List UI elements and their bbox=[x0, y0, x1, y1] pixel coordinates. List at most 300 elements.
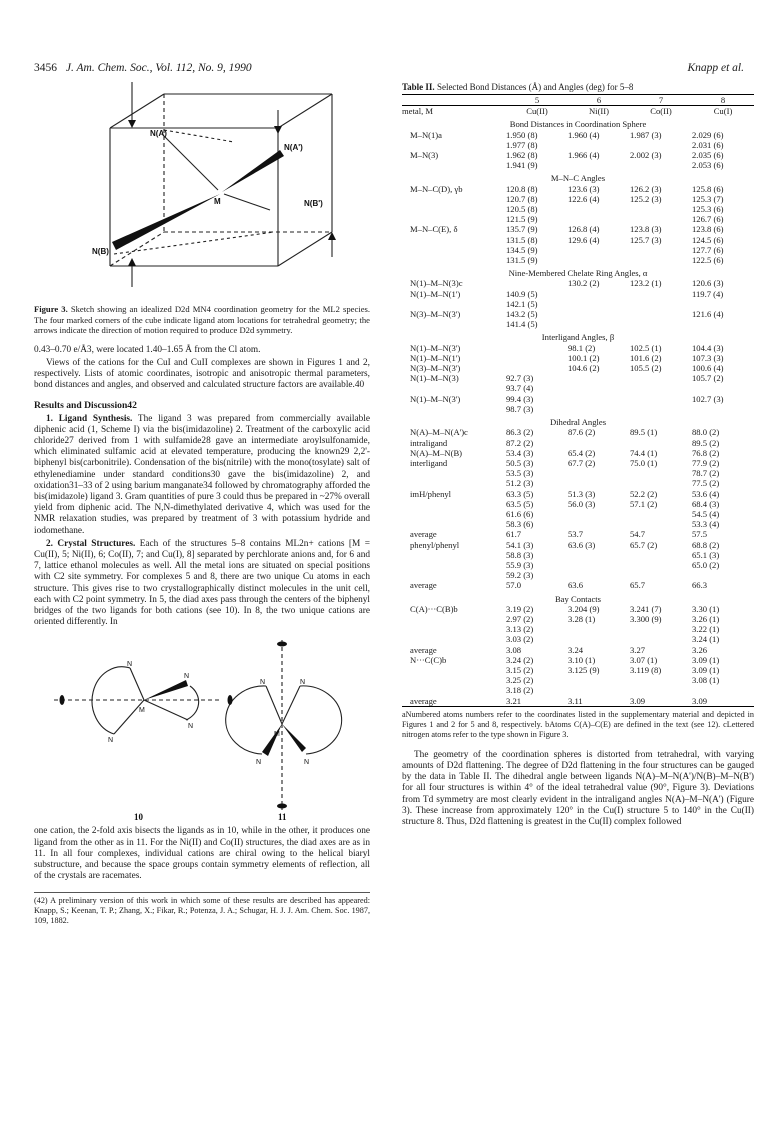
row-label: C(A)···C(B)b bbox=[410, 603, 458, 614]
value-cell: 3.11 bbox=[568, 695, 583, 706]
bond-10 bbox=[114, 700, 144, 734]
table-header-row bbox=[402, 95, 754, 106]
value-cell: 3.13 (2) bbox=[506, 624, 534, 635]
value-cell bbox=[568, 675, 630, 685]
table-row bbox=[402, 204, 754, 214]
value-cell bbox=[630, 245, 692, 255]
value-cell: 119.7 (4) bbox=[692, 288, 724, 299]
ligand-arc-11 bbox=[300, 686, 342, 754]
table-header-blank bbox=[402, 95, 506, 106]
table-row bbox=[402, 363, 754, 373]
value-cell: 131.5 (9) bbox=[506, 255, 538, 266]
value-cell: 52.2 (2) bbox=[630, 488, 658, 499]
table-row bbox=[402, 519, 754, 529]
value-cell: 3.241 (7) bbox=[630, 603, 662, 614]
structure-number-11: 11 bbox=[278, 812, 287, 823]
row-label bbox=[402, 478, 506, 488]
section-title: Dihedral Angles bbox=[549, 417, 607, 428]
value-cell: 57.5 bbox=[692, 529, 708, 540]
value-cell: 1.987 (3) bbox=[630, 129, 662, 140]
value-cell bbox=[630, 509, 692, 519]
value-cell: 1.977 (8) bbox=[506, 139, 538, 150]
table-row bbox=[402, 489, 754, 499]
metal-cell: Cu(II) bbox=[526, 106, 548, 117]
row-label bbox=[402, 194, 506, 204]
value-cell: 3.22 (1) bbox=[692, 624, 720, 635]
value-cell: 1.950 (8) bbox=[506, 129, 538, 140]
page-number: 3456 bbox=[34, 62, 57, 74]
value-cell bbox=[630, 214, 692, 224]
value-cell bbox=[630, 438, 692, 448]
row-label bbox=[402, 214, 506, 224]
value-cell: 51.2 (3) bbox=[506, 478, 534, 489]
value-cell bbox=[630, 560, 692, 570]
value-cell: 3.21 bbox=[506, 695, 522, 706]
axis-marker bbox=[60, 695, 65, 705]
table-row bbox=[402, 140, 754, 150]
value-cell: 54.7 bbox=[630, 529, 646, 540]
value-cell bbox=[568, 634, 630, 644]
value-cell bbox=[630, 299, 692, 309]
table-row bbox=[402, 245, 754, 255]
value-cell bbox=[568, 140, 630, 150]
row-label bbox=[402, 550, 506, 560]
value-cell bbox=[568, 204, 630, 214]
value-cell: 105.7 (2) bbox=[692, 373, 724, 384]
value-cell: 123.6 (3) bbox=[568, 183, 600, 194]
row-label bbox=[402, 319, 506, 329]
value-cell bbox=[630, 383, 692, 393]
structures-10-11 bbox=[34, 634, 370, 824]
value-cell: 59.2 (3) bbox=[506, 570, 534, 581]
row-label: M–N(3) bbox=[410, 150, 439, 161]
atom-n: N bbox=[188, 723, 194, 731]
value-cell: 3.28 (1) bbox=[568, 613, 596, 624]
table-row bbox=[402, 468, 754, 478]
table-row bbox=[402, 235, 754, 245]
axis-marker bbox=[277, 804, 287, 809]
value-cell: 3.24 (1) bbox=[692, 634, 720, 645]
value-cell: 61.7 bbox=[506, 529, 522, 540]
value-cell: 2.97 (2) bbox=[506, 613, 534, 624]
value-cell bbox=[692, 404, 754, 414]
atom-n: N bbox=[127, 661, 133, 669]
value-cell: 78.7 (2) bbox=[692, 468, 720, 479]
table-section-heading bbox=[402, 329, 754, 342]
row-label bbox=[402, 570, 506, 580]
column-header: 6 bbox=[596, 95, 602, 105]
row-label: N(1)–M–N(3) bbox=[410, 373, 459, 384]
footnote-divider bbox=[34, 892, 370, 893]
table-row bbox=[402, 353, 754, 363]
row-label: imH/phenyl bbox=[410, 488, 452, 499]
row-label: metal, M bbox=[402, 106, 434, 117]
table-row bbox=[402, 194, 754, 204]
row-label bbox=[402, 404, 506, 414]
row-label bbox=[402, 499, 506, 509]
value-cell: 122.6 (4) bbox=[568, 193, 600, 204]
crystal-text: Each of the structures 5–8 contains ML2n+ cations [M = Cu(II), 5; Ni(II), 6; Co(II), 7; and Cu(I), 8] separated by perchlorate anions and, for 6 and 7, lattice ethanol molecules as well. All the metal ions are situated on special positions with C2 site symmetry. For complexes 5 and 8, there are two unique Cu atoms in each structure. This gives rise to two crystallographically distinct molecules in the unit cell, each with C2 point symmetry. In 5, the diad axes pass through the centers of the biphenyl bridges of the two ligands for both cations (see 10). In 8, the two unique cations are oriented differently. In bbox=[34, 538, 370, 628]
row-label bbox=[402, 624, 506, 634]
table-row bbox=[402, 580, 754, 590]
value-cell: 87.2 (2) bbox=[506, 437, 534, 448]
value-cell bbox=[568, 519, 630, 529]
value-cell: 3.204 (9) bbox=[568, 603, 600, 614]
table-row bbox=[402, 130, 754, 140]
row-label: N(A)–M–N(A')c bbox=[410, 427, 468, 438]
table-row bbox=[402, 343, 754, 353]
row-label bbox=[402, 160, 506, 170]
value-cell bbox=[692, 383, 754, 393]
value-cell bbox=[568, 255, 630, 265]
value-cell: 3.15 (2) bbox=[506, 664, 534, 675]
value-cell: 3.26 bbox=[692, 644, 708, 655]
row-label: N(1)–M–N(3)c bbox=[410, 278, 463, 289]
value-cell bbox=[568, 394, 630, 404]
wedge-bond-m-na-prime bbox=[222, 150, 284, 192]
value-cell: 125.7 (3) bbox=[630, 234, 662, 245]
value-cell bbox=[630, 634, 692, 644]
section-title: Nine-Membered Chelate Ring Angles, α bbox=[508, 268, 648, 279]
value-cell: 68.4 (3) bbox=[692, 498, 720, 509]
value-cell: 125.3 (7) bbox=[692, 193, 724, 204]
arrow-head bbox=[128, 258, 136, 266]
caption-text: Sketch showing an idealized D2d MN4 coordination geometry for the ML2 species. The four marked corners of the cube indicate ligand atom locations for tetrahedral geometry; the arrows indicate the direction of motion required to produce D2d symmetry. bbox=[34, 304, 370, 336]
metal-cell: Ni(II) bbox=[588, 106, 610, 117]
value-cell: 123.8 (3) bbox=[630, 224, 662, 235]
value-cell: 88.0 (2) bbox=[692, 427, 720, 438]
table-row bbox=[402, 184, 754, 194]
value-cell bbox=[630, 255, 692, 265]
value-cell: 76.8 (2) bbox=[692, 447, 720, 458]
table-row bbox=[402, 309, 754, 319]
value-cell bbox=[568, 214, 630, 224]
table-row bbox=[402, 696, 754, 706]
section-title: Interligand Angles, β bbox=[541, 332, 615, 343]
value-cell: 129.6 (4) bbox=[568, 234, 600, 245]
label-nb-prime: N(B') bbox=[304, 199, 323, 208]
column-header: 5 bbox=[534, 95, 540, 105]
value-cell: 120.5 (8) bbox=[506, 204, 538, 215]
value-cell bbox=[506, 363, 568, 373]
value-cell bbox=[692, 319, 754, 329]
value-cell: 2.029 (6) bbox=[692, 129, 724, 140]
value-cell: 89.5 (1) bbox=[630, 427, 658, 438]
value-cell: 3.27 bbox=[630, 644, 646, 655]
table-row bbox=[402, 255, 754, 265]
figure-3-cube-sketch bbox=[34, 82, 370, 300]
metal-cell: Cu(I) bbox=[713, 106, 733, 117]
value-cell bbox=[568, 245, 630, 255]
value-cell bbox=[568, 478, 630, 488]
row-label: N(1)–M–N(1') bbox=[410, 352, 461, 363]
value-cell: 100.1 (2) bbox=[568, 352, 600, 363]
value-cell bbox=[692, 685, 754, 695]
table-row bbox=[402, 624, 754, 634]
value-cell bbox=[692, 570, 754, 580]
section-title: Bay Contacts bbox=[554, 593, 602, 604]
row-label: phenyl/phenyl bbox=[410, 539, 460, 550]
ligand-arc-10 bbox=[186, 686, 199, 720]
value-cell bbox=[630, 204, 692, 214]
row-label bbox=[402, 675, 506, 685]
value-cell bbox=[568, 509, 630, 519]
value-cell: 102.5 (1) bbox=[630, 342, 662, 353]
table-ii bbox=[402, 94, 754, 706]
value-cell: 3.18 (2) bbox=[506, 685, 534, 696]
label-na-prime: N(A') bbox=[284, 143, 303, 152]
value-cell bbox=[630, 519, 692, 529]
table-row bbox=[402, 448, 754, 458]
value-cell bbox=[630, 550, 692, 560]
section-title: Bond Distances in Coordination Sphere bbox=[509, 119, 647, 130]
label-na: N(A) bbox=[150, 129, 167, 138]
bond-11 bbox=[266, 686, 282, 724]
table-row bbox=[402, 614, 754, 624]
value-cell: 123.8 (6) bbox=[692, 224, 724, 235]
value-cell: 2.035 (6) bbox=[692, 150, 724, 161]
value-cell: 98.1 (2) bbox=[568, 342, 596, 353]
running-header-left bbox=[34, 62, 252, 74]
table-row bbox=[402, 560, 754, 570]
paragraph-views: Views of the cations for the CuI and CuII complexes are shown in Figures 1 and 2, respectively. Lists of atomic coordinates, isotropic and anisotropic thermal parameters, bond distances and angles, and observed and calculated structure factors are available.40 bbox=[34, 357, 370, 391]
value-cell: 53.6 (4) bbox=[692, 488, 720, 499]
value-cell: 3.09 bbox=[630, 695, 646, 706]
row-label: N(1)–M–N(3') bbox=[410, 342, 461, 353]
row-label bbox=[402, 665, 506, 675]
value-cell: 57.0 bbox=[506, 580, 522, 591]
axis-marker bbox=[277, 642, 287, 647]
value-cell: 63.5 (5) bbox=[506, 498, 534, 509]
value-cell: 3.03 (2) bbox=[506, 634, 534, 645]
value-cell bbox=[630, 468, 692, 478]
value-cell: 127.7 (6) bbox=[692, 244, 724, 255]
row-label: average bbox=[410, 529, 437, 540]
value-cell: 99.4 (3) bbox=[506, 393, 534, 404]
value-cell: 135.7 (9) bbox=[506, 224, 538, 235]
table-row bbox=[402, 214, 754, 224]
row-label: M–N(1)a bbox=[410, 129, 442, 140]
value-cell: 66.3 bbox=[692, 580, 708, 591]
value-cell: 67.7 (2) bbox=[568, 457, 596, 468]
value-cell: 3.19 (2) bbox=[506, 603, 534, 614]
value-cell: 75.0 (1) bbox=[630, 457, 658, 468]
cube-edge bbox=[278, 94, 332, 128]
value-cell bbox=[630, 289, 692, 299]
table-row bbox=[402, 427, 754, 437]
value-cell: 65.0 (2) bbox=[692, 559, 720, 570]
value-cell: 126.2 (3) bbox=[630, 183, 662, 194]
value-cell bbox=[506, 353, 568, 363]
value-cell bbox=[506, 343, 568, 353]
value-cell: 63.3 (5) bbox=[506, 488, 534, 499]
table-row bbox=[402, 634, 754, 644]
table-label: Table II. bbox=[402, 82, 435, 92]
bond-11 bbox=[282, 686, 300, 724]
value-cell: 63.6 (3) bbox=[568, 539, 596, 550]
left-column bbox=[34, 82, 370, 926]
row-label bbox=[402, 509, 506, 519]
table-row bbox=[402, 509, 754, 519]
row-label: intraligand bbox=[410, 437, 448, 448]
value-cell: 122.5 (6) bbox=[692, 255, 724, 266]
value-cell bbox=[506, 278, 568, 288]
bond-10 bbox=[144, 700, 188, 720]
paragraph-refinement: 0.43–0.70 e/Å3, were located 1.40–1.65 Å from the Cl atom. bbox=[34, 344, 261, 355]
value-cell: 58.8 (3) bbox=[506, 549, 534, 560]
value-cell: 54.5 (4) bbox=[692, 508, 720, 519]
row-label: average bbox=[410, 580, 437, 591]
value-cell: 53.7 bbox=[568, 529, 584, 540]
crystal-lead: 2. Crystal Structures. bbox=[46, 538, 136, 549]
ligand-arc-11 bbox=[226, 686, 266, 754]
table-row bbox=[402, 540, 754, 550]
value-cell: 125.3 (6) bbox=[692, 204, 724, 215]
table-row bbox=[402, 224, 754, 234]
row-label: interligand bbox=[410, 457, 448, 468]
value-cell: 3.30 (1) bbox=[692, 603, 720, 614]
value-cell: 131.5 (8) bbox=[506, 234, 538, 245]
row-label bbox=[402, 468, 506, 478]
atom-n: N bbox=[184, 673, 190, 681]
row-label bbox=[402, 519, 506, 529]
value-cell: 65.7 bbox=[630, 580, 646, 591]
column-header: 8 bbox=[720, 95, 726, 105]
value-cell bbox=[630, 404, 692, 414]
bond-m-na bbox=[162, 134, 218, 190]
value-cell: 3.26 (1) bbox=[692, 613, 720, 624]
value-cell bbox=[568, 383, 630, 393]
value-cell: 51.3 (3) bbox=[568, 488, 596, 499]
value-cell bbox=[630, 478, 692, 488]
value-cell: 65.7 (2) bbox=[630, 539, 658, 550]
value-cell: 3.125 (9) bbox=[568, 664, 600, 675]
value-cell: 130.2 (2) bbox=[568, 278, 600, 289]
value-cell: 2.031 (6) bbox=[692, 139, 724, 150]
row-label: N(A)–M–N(B) bbox=[410, 447, 463, 458]
value-cell bbox=[630, 319, 692, 329]
value-cell: 61.6 (6) bbox=[506, 508, 534, 519]
table-section-heading bbox=[402, 265, 754, 278]
arrow-head bbox=[128, 120, 136, 128]
value-cell bbox=[630, 309, 692, 319]
value-cell: 92.7 (3) bbox=[506, 373, 534, 384]
row-label bbox=[402, 560, 506, 570]
label-m: M bbox=[214, 197, 221, 206]
value-cell bbox=[630, 675, 692, 685]
value-cell: 55.9 (3) bbox=[506, 559, 534, 570]
value-cell: 1.960 (4) bbox=[568, 129, 600, 140]
table-row bbox=[402, 604, 754, 614]
value-cell: 74.4 (1) bbox=[630, 447, 658, 458]
value-cell: 53.3 (4) bbox=[692, 519, 720, 530]
value-cell: 107.3 (3) bbox=[692, 352, 724, 363]
value-cell: 2.002 (3) bbox=[630, 150, 662, 161]
row-label bbox=[402, 204, 506, 214]
value-cell: 86.3 (2) bbox=[506, 427, 534, 438]
value-cell bbox=[630, 160, 692, 170]
value-cell bbox=[630, 570, 692, 580]
axis-marker bbox=[228, 695, 233, 705]
value-cell: 125.8 (6) bbox=[692, 183, 724, 194]
column-header: 7 bbox=[658, 95, 664, 105]
row-label: N(3)–M–N(3') bbox=[410, 363, 461, 374]
value-cell: 93.7 (4) bbox=[506, 383, 534, 394]
wedge-11 bbox=[282, 724, 306, 752]
table-section-heading bbox=[402, 170, 754, 183]
atom-m: M bbox=[274, 731, 280, 739]
value-cell: 1.966 (4) bbox=[568, 150, 600, 161]
value-cell: 63.6 bbox=[568, 580, 584, 591]
value-cell: 2.053 (6) bbox=[692, 160, 724, 171]
value-cell: 121.6 (4) bbox=[692, 309, 724, 320]
value-cell: 134.5 (9) bbox=[506, 244, 538, 255]
value-cell: 104.6 (2) bbox=[568, 363, 600, 374]
atom-n: N bbox=[304, 759, 310, 767]
row-label: N(1)–M–N(1') bbox=[410, 288, 461, 299]
value-cell: 123.2 (1) bbox=[630, 278, 662, 289]
bond-m-nb-prime bbox=[224, 194, 270, 210]
bond-10 bbox=[130, 668, 144, 700]
table-section-heading bbox=[402, 116, 754, 129]
paragraph-racemates: one cation, the 2-fold axis bisects the ligands as in 10, while in the other, it produces one ligand from the other as in 11. For the Ni(II) and Co(II) structures, the diad axes are as in 11. In all four complexes, individual cations are chiral owing to the helical biaryl substructure, and because the space groups contain symmetry elements of reflection, all of the crystals are racemates. bbox=[34, 826, 370, 882]
value-cell: 104.4 (3) bbox=[692, 342, 724, 353]
value-cell: 125.2 (3) bbox=[630, 193, 662, 204]
table-row bbox=[402, 570, 754, 580]
row-label: N(3)–M–N(3') bbox=[410, 309, 461, 320]
value-cell: 105.5 (2) bbox=[630, 363, 662, 374]
value-cell: 65.4 (2) bbox=[568, 447, 596, 458]
row-label: M–N–C(E), δ bbox=[410, 224, 458, 235]
value-cell: 56.0 (3) bbox=[568, 498, 596, 509]
value-cell bbox=[630, 140, 692, 150]
row-label bbox=[402, 235, 506, 245]
value-cell bbox=[568, 570, 630, 580]
value-cell: 50.5 (3) bbox=[506, 457, 534, 468]
table-ii-title bbox=[402, 82, 754, 92]
value-cell bbox=[568, 160, 630, 170]
value-cell: 102.7 (3) bbox=[692, 393, 724, 404]
value-cell: 121.5 (9) bbox=[506, 214, 538, 225]
structure-number-10: 10 bbox=[134, 812, 143, 823]
value-cell: 3.09 (1) bbox=[692, 654, 720, 665]
value-cell: 141.4 (5) bbox=[506, 319, 538, 330]
atom-n: N bbox=[108, 737, 114, 745]
value-cell bbox=[568, 373, 630, 383]
value-cell: 98.7 (3) bbox=[506, 403, 534, 414]
value-cell bbox=[568, 438, 630, 448]
value-cell: 53.5 (3) bbox=[506, 468, 534, 479]
value-cell bbox=[630, 685, 692, 695]
row-label: average bbox=[410, 695, 437, 706]
table-row bbox=[402, 655, 754, 665]
wedge-11 bbox=[262, 724, 282, 756]
row-label bbox=[402, 255, 506, 265]
table-row bbox=[402, 529, 754, 539]
table-row bbox=[402, 383, 754, 393]
row-label: N···C(C)b bbox=[410, 654, 447, 665]
value-cell bbox=[568, 289, 630, 299]
cube-edge bbox=[278, 232, 332, 266]
atom-n: N bbox=[300, 679, 306, 687]
value-cell: 3.10 (1) bbox=[568, 654, 596, 665]
row-label bbox=[402, 614, 506, 624]
table-row bbox=[402, 438, 754, 448]
table-caption: Selected Bond Distances (Å) and Angles (deg) for 5–8 bbox=[436, 82, 634, 92]
cube-edge bbox=[110, 94, 164, 128]
value-cell: 143.2 (5) bbox=[506, 309, 538, 320]
table-row bbox=[402, 289, 754, 299]
